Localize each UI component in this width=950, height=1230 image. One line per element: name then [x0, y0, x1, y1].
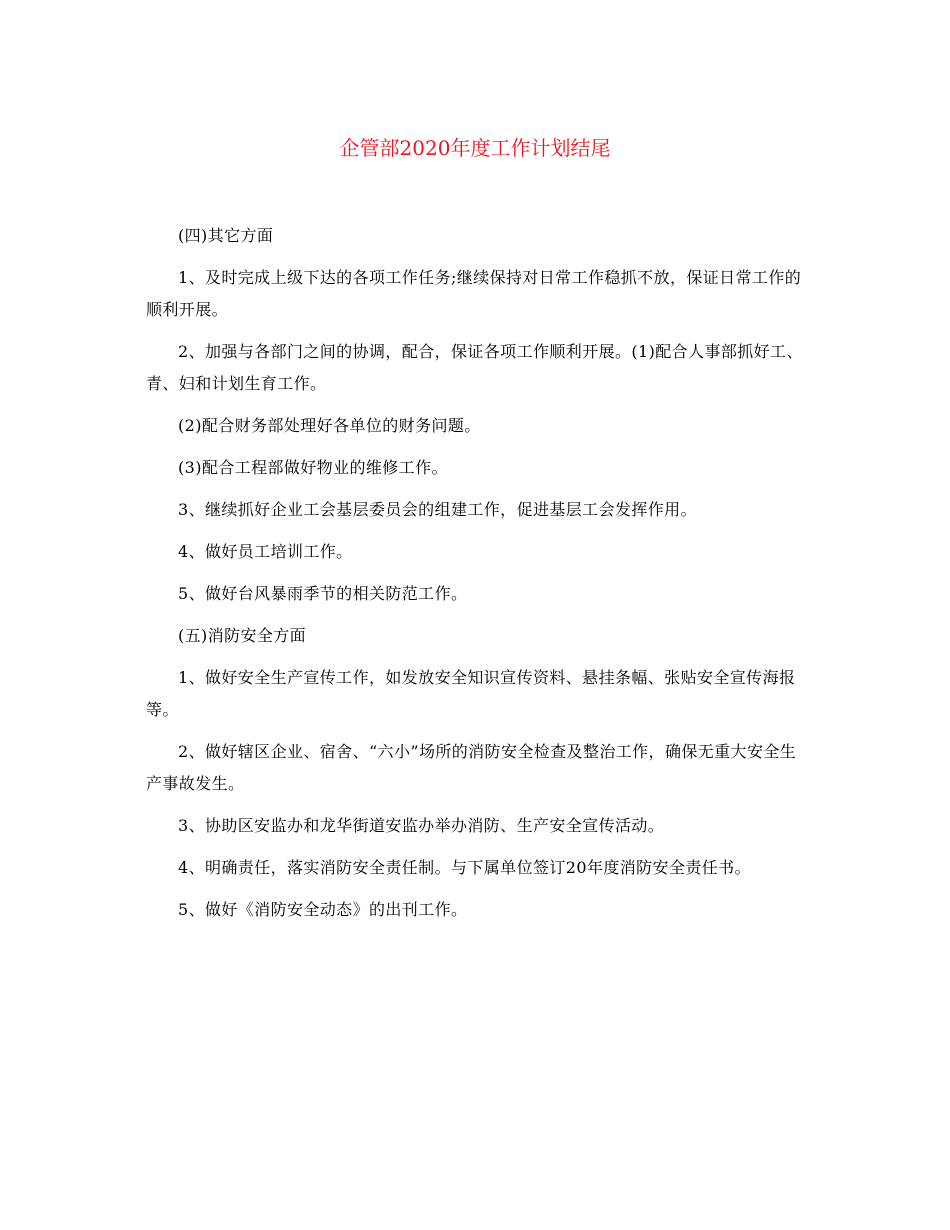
- paragraph: 2、做好辖区企业、宿舍、“六小”场所的消防安全检查及整治工作，确保无重大安全生产事故发生。: [146, 742, 797, 793]
- paragraph: 5、做好《消防安全动态》的出刊工作。: [178, 900, 468, 919]
- paragraph: 1、及时完成上级下达的各项工作任务;继续保持对日常工作稳抓不放，保证日常工作的顺利开展。: [146, 268, 802, 319]
- paragraph: (2)配合财务部处理好各单位的财务问题。: [178, 416, 481, 435]
- paragraph: 3、继续抓好企业工会基层委员会的组建工作，促进基层工会发挥作用。: [178, 500, 697, 519]
- paragraph: 5、做好台风暴雨季节的相关防范工作。: [178, 584, 468, 603]
- section-heading-fire-safety: (五)消防安全方面: [178, 626, 307, 645]
- section-heading-other: (四)其它方面: [178, 226, 274, 245]
- paragraph: 4、明确责任，落实消防安全责任制。与下属单位签订20年度消防安全责任书。: [178, 858, 751, 877]
- document-title: 企管部2020年度工作计划结尾: [339, 136, 611, 160]
- paragraph: 2、加强与各部门之间的协调，配合，保证各项工作顺利开展。(1)配合人事部抓好工、青、妇和计划生育工作。: [146, 342, 803, 393]
- paragraph: 4、做好员工培训工作。: [178, 542, 353, 561]
- paragraph: 1、做好安全生产宣传工作，如发放安全知识宣传资料、悬挂条幅、张贴安全宣传海报等。: [146, 668, 796, 719]
- document-body: [146, 220, 806, 936]
- paragraph: (3)配合工程部做好物业的维修工作。: [178, 458, 448, 477]
- paragraph: 3、协助区安监办和龙华街道安监办举办消防、生产安全宣传活动。: [178, 816, 665, 835]
